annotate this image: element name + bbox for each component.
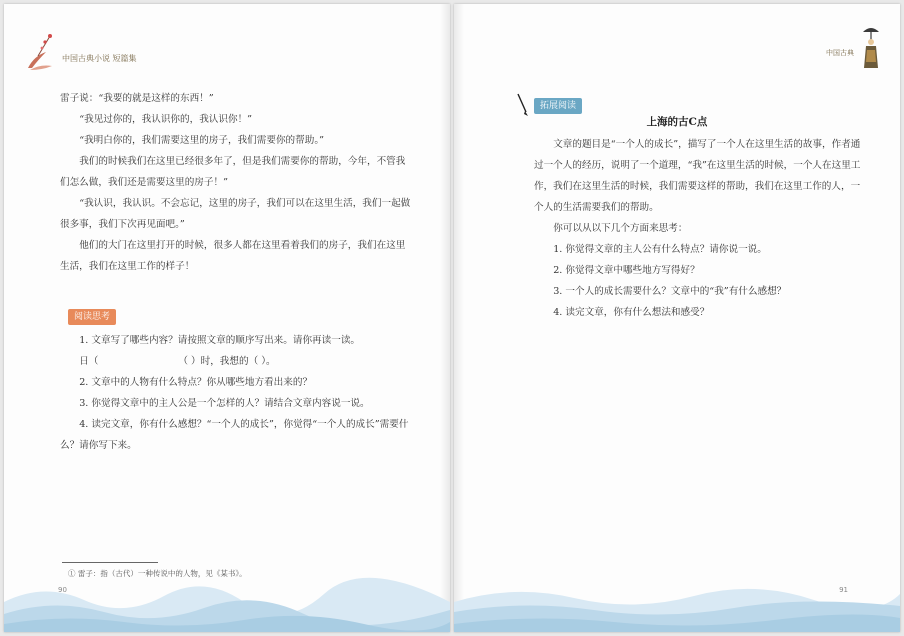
question-item: 1. 文章写了哪些内容？请按照文章的顺序写出来。请你再读一读。 (79, 335, 361, 346)
story-text (60, 88, 412, 277)
question-item: 3. 你觉得文章中的主人公是一个怎样的人？请结合文章内容说一说。 (79, 398, 370, 409)
page-gutter-shadow (440, 4, 450, 632)
left-page-header (24, 30, 137, 72)
section-label: 拓展阅读 (534, 98, 582, 114)
story-paragraph: “我见过你的，我认识你的，我认识你！” (79, 114, 253, 125)
fill-in-blank (60, 351, 412, 372)
story-paragraph: “我认识，我认识。不会忘记，这里的房子，我们可以在这里生活，我们一起做很多事，我们下次再见面吧。” (60, 198, 411, 230)
section-label: 阅读思考 (68, 309, 116, 325)
page-number: 91 (839, 586, 848, 594)
book-spread (4, 4, 900, 632)
questions-block (60, 330, 412, 456)
page-gutter-shadow (454, 4, 464, 632)
reading-question: 你可以从以下几个方面来思考： (553, 223, 688, 234)
story-paragraph: 雷子说：“我要的就是这样的东西！” (60, 93, 214, 104)
question-item: 2. 文章中的人物有什么特点？你从哪些地方看出来的？ (79, 377, 313, 388)
fill-prefix: 日（ (79, 356, 99, 367)
plum-blossom-icon (24, 30, 56, 72)
reading-question: 2. 你觉得文章中哪些地方写得好？ (553, 265, 700, 276)
traditional-figure-icon (860, 22, 882, 70)
footnote: ① 雷子：指（古代）一种传说中的人物，见《某书》。 (68, 569, 247, 578)
story-paragraph: 我们的时候我们在这里已经很多年了，但是我们需要你的帮助，今年，不管我们怎么做，我们还是需要这里的房子！” (60, 156, 406, 188)
reading-question: 1. 你觉得文章的主人公有什么特点？请你说一说。 (553, 244, 767, 255)
reading-title: 上海的古C点 (646, 116, 708, 128)
fill-text: （ ）时，我想的（ ）。 (178, 356, 276, 367)
reading-text (534, 134, 864, 323)
running-header: 中国古典小说 短篇集 (62, 53, 137, 63)
footnote-divider (62, 562, 158, 563)
story-paragraph: 他们的大门在这里打开的时候，很多人都在这里看着我们的房子，我们在这里生活，我们在这里工作的样子！ (60, 240, 406, 272)
wave-decoration (4, 572, 450, 632)
story-paragraph: “我明白你的，我们需要这里的房子，我们需要你的帮助。” (79, 135, 325, 146)
right-page-header (826, 22, 882, 70)
question-item: 4. 读完文章，你有什么感想？“一个人的成长”，你觉得“一个人的成长”需要什么？请你写下来。 (60, 419, 409, 451)
reading-paragraph: 文章的题目是“一个人的成长”，描写了一个人在这里生活的故事，作者通过一个人的经历，说明了一个道理，“我”在这里生活的时候，一个人在这里工作，我们在这里生活的时候，我们需要这样的帮助，我们在这里工作的人，一个人的生活需要我们的帮助。 (534, 139, 861, 213)
reading-question: 3. 一个人的成长需要什么？文章中的“我”有什么感想？ (553, 286, 787, 297)
wave-decoration (454, 572, 900, 632)
left-page (4, 4, 450, 632)
reading-question: 4. 读完文章，你有什么想法和感受？ (553, 307, 710, 318)
running-header: 中国古典 (826, 49, 854, 57)
page-number: 90 (58, 586, 67, 594)
right-page (454, 4, 900, 632)
